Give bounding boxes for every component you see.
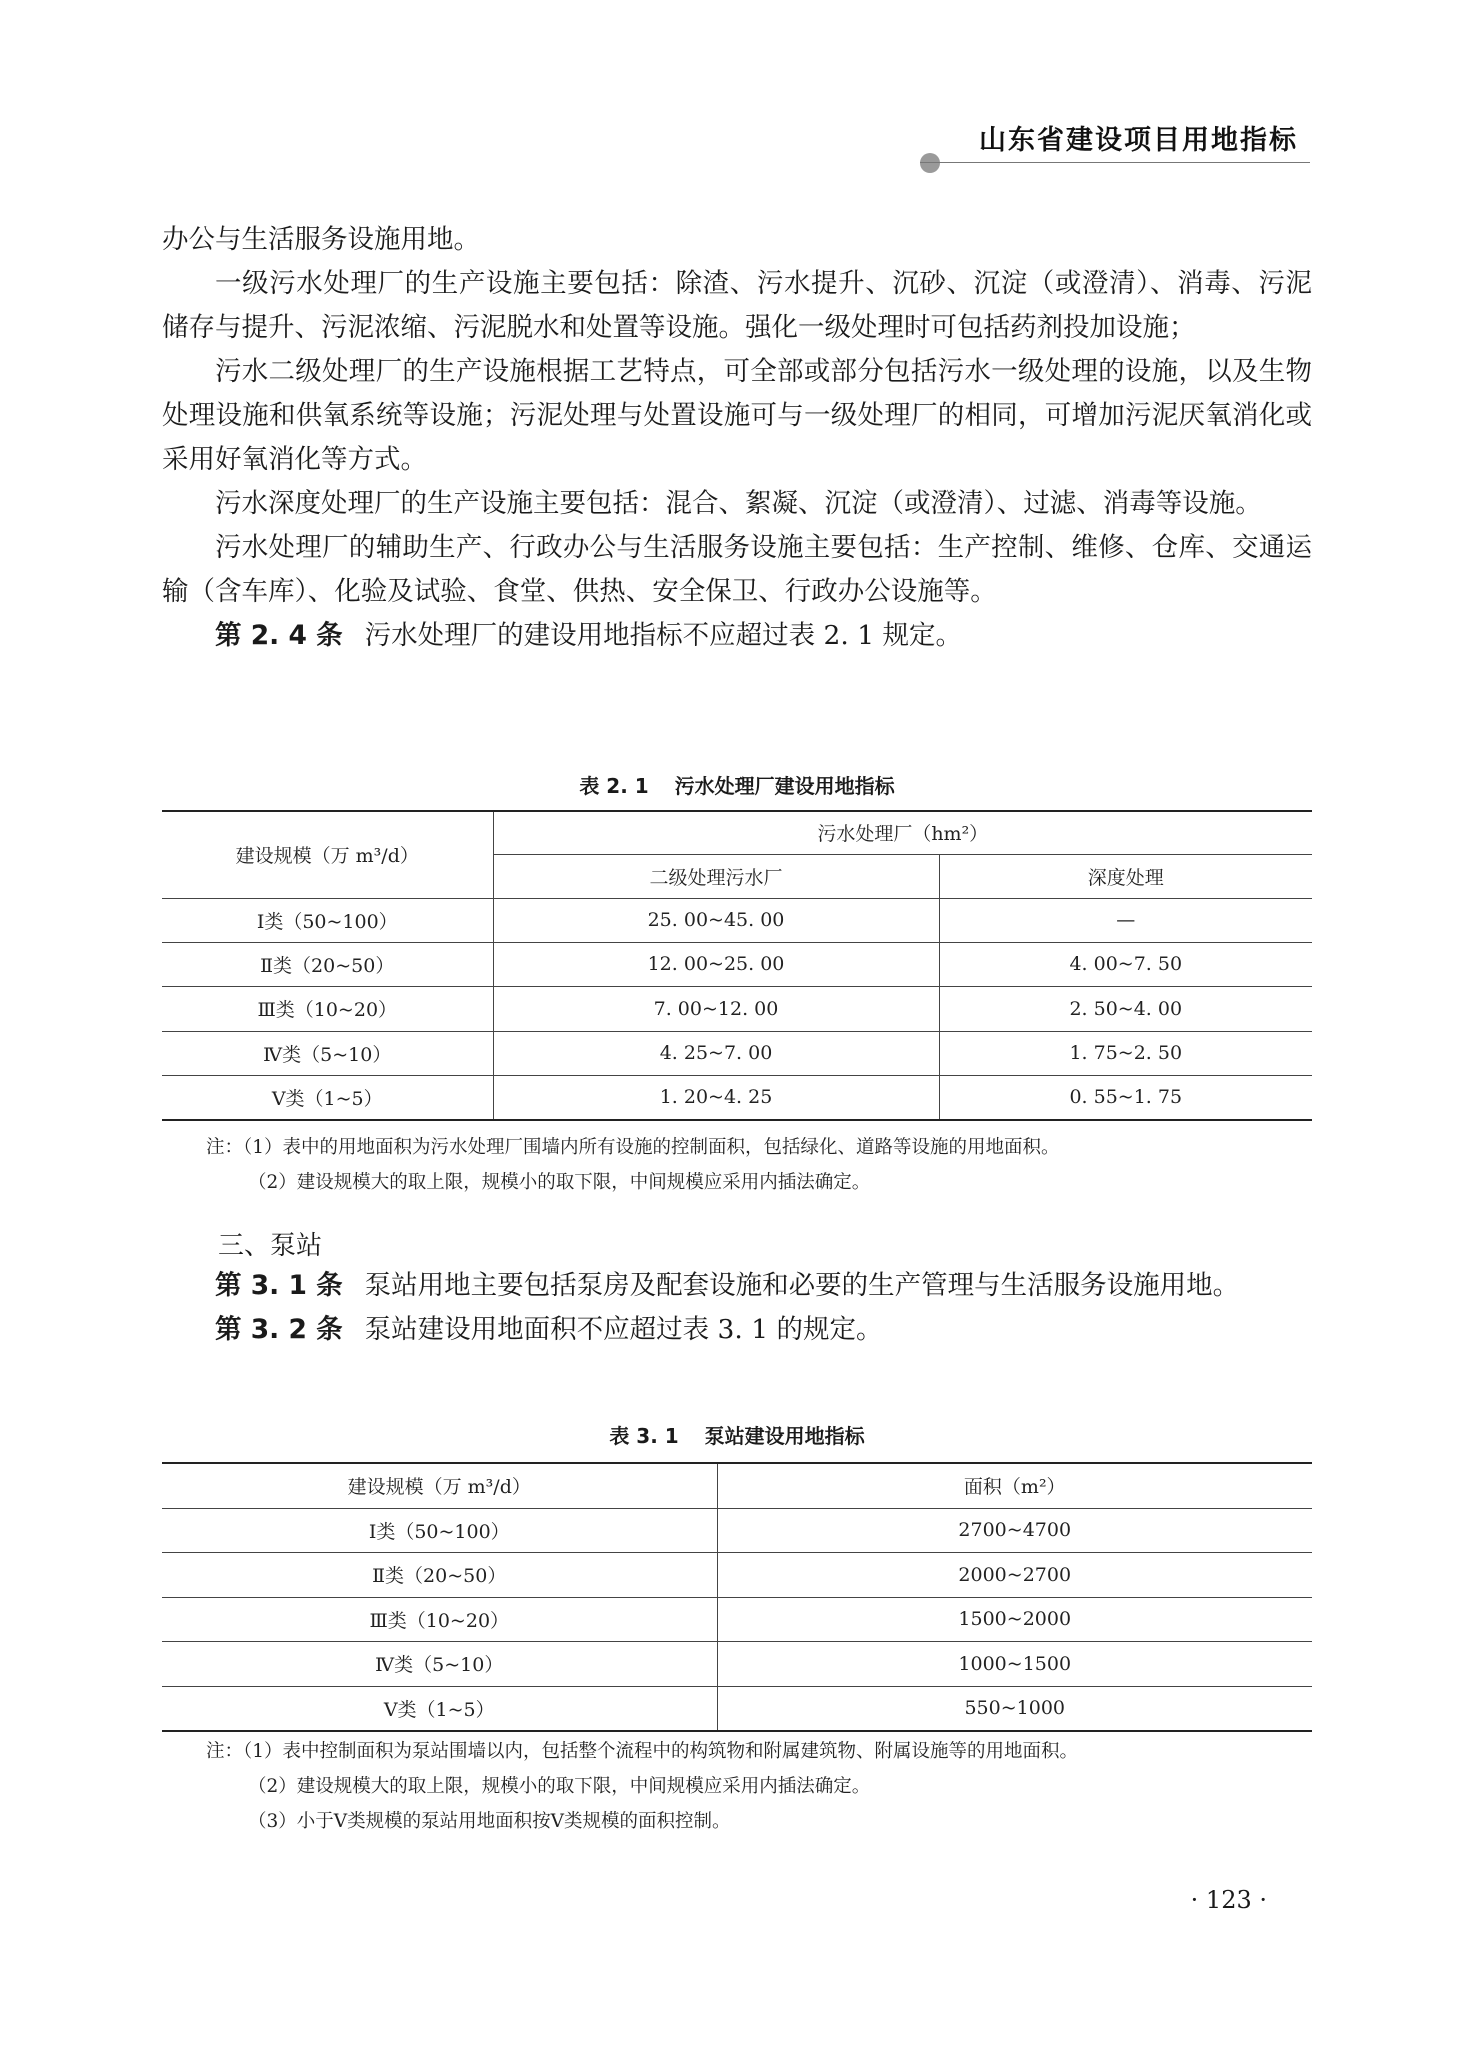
paragraph: 污水二级处理厂的生产设施根据工艺特点，可全部或部分包括污水一级处理的设施，以及生物处理设施和供氧系统等设施；污泥处理与处置设施可与一级处理厂的相同，可增加污泥厌氧消化或采用好氧消化等方式。 bbox=[162, 356, 1312, 475]
table-row bbox=[162, 942, 1312, 986]
table-cell: 1. 75~2. 50 bbox=[939, 1031, 1312, 1075]
table-cell: 1500~2000 bbox=[717, 1597, 1312, 1641]
table-title: 污水处理厂建设用地指标 bbox=[674, 774, 895, 798]
table-row bbox=[162, 1508, 1312, 1552]
body-text bbox=[162, 218, 1312, 658]
table-cell: 12. 00~25. 00 bbox=[493, 942, 939, 986]
table-2-1-notes bbox=[206, 1130, 1060, 1200]
paragraph: 污水深度处理厂的生产设施主要包括：混合、絮凝、沉淀（或澄清）、过滤、消毒等设施。 bbox=[215, 488, 1262, 519]
table-3-1 bbox=[162, 1462, 1312, 1732]
table-note: 注：（1）表中控制面积为泵站围墙以内，包括整个流程中的构筑物和附属建筑物、附属设施等的用地面积。 bbox=[206, 1741, 1079, 1762]
header-cell: 二级处理污水厂 bbox=[493, 854, 939, 898]
table-cell: 1. 20~4. 25 bbox=[493, 1075, 939, 1120]
table-cell: 1000~1500 bbox=[717, 1641, 1312, 1686]
table-3-1-caption bbox=[162, 1420, 1312, 1449]
clause-label: 第 3. 1 条 bbox=[215, 1270, 343, 1301]
table-row bbox=[162, 1075, 1312, 1120]
table-title: 泵站建设用地指标 bbox=[704, 1424, 865, 1448]
clause-text: 污水处理厂的建设用地指标不应超过表 2. 1 规定。 bbox=[364, 620, 963, 651]
table-cell: Ⅲ类（10~20） bbox=[162, 986, 493, 1031]
table-number: 表 2. 1 bbox=[579, 774, 649, 798]
running-header bbox=[920, 118, 1310, 168]
header-cell: 建设规模（万 m³/d） bbox=[162, 811, 493, 898]
header-dot-icon bbox=[920, 153, 940, 173]
table-cell: Ⅱ类（20~50） bbox=[162, 1552, 717, 1597]
table-header-row bbox=[162, 1463, 1312, 1508]
table-note: （2）建设规模大的取上限，规模小的取下限，中间规模应采用内插法确定。 bbox=[248, 1172, 871, 1193]
table-cell: 2000~2700 bbox=[717, 1552, 1312, 1597]
table-cell: 2700~4700 bbox=[717, 1508, 1312, 1552]
table-cell: Ⅳ类（5~10） bbox=[162, 1641, 717, 1686]
header-cell: 面积（m²） bbox=[717, 1463, 1312, 1508]
table-row bbox=[162, 898, 1312, 942]
table-2-1 bbox=[162, 810, 1312, 1121]
paragraph: 一级污水处理厂的生产设施主要包括：除渣、污水提升、沉砂、沉淀（或澄清）、消毒、污泥储存与提升、污泥浓缩、污泥脱水和处置等设施。强化一级处理时可包括药剂投加设施； bbox=[162, 268, 1312, 343]
header-cell: 深度处理 bbox=[939, 854, 1312, 898]
table-cell: Ⅰ类（50~100） bbox=[162, 898, 493, 942]
clause-3-1 bbox=[162, 1264, 1312, 1308]
table-header-row bbox=[162, 811, 1312, 854]
table-cell: Ⅴ类（1~5） bbox=[162, 1686, 717, 1731]
section-body bbox=[162, 1264, 1312, 1352]
table-2-1-caption bbox=[162, 770, 1312, 799]
table-note: （3）小于Ⅴ类规模的泵站用地面积按Ⅴ类规模的面积控制。 bbox=[248, 1811, 731, 1832]
table-cell: 25. 00~45. 00 bbox=[493, 898, 939, 942]
header-rule bbox=[920, 162, 1310, 163]
table-cell: Ⅱ类（20~50） bbox=[162, 942, 493, 986]
table-cell: Ⅲ类（10~20） bbox=[162, 1597, 717, 1641]
clause-3-2 bbox=[162, 1308, 1312, 1352]
table-cell: 4. 00~7. 50 bbox=[939, 942, 1312, 986]
table-row bbox=[162, 1686, 1312, 1731]
table-note: （2）建设规模大的取上限，规模小的取下限，中间规模应采用内插法确定。 bbox=[248, 1776, 871, 1797]
table-cell: 4. 25~7. 00 bbox=[493, 1031, 939, 1075]
table-row bbox=[162, 986, 1312, 1031]
clause-label: 第 3. 2 条 bbox=[215, 1314, 343, 1345]
table-cell: 7. 00~12. 00 bbox=[493, 986, 939, 1031]
table-row bbox=[162, 1597, 1312, 1641]
paragraph: 办公与生活服务设施用地。 bbox=[162, 224, 480, 255]
running-header-title: 山东省建设项目用地指标 bbox=[979, 125, 1298, 156]
table-note: 注：（1）表中的用地面积为污水处理厂围墙内所有设施的控制面积，包括绿化、道路等设施的用地面积。 bbox=[206, 1137, 1060, 1158]
section-heading: 三、泵站 bbox=[218, 1231, 323, 1261]
clause-text: 泵站建设用地面积不应超过表 3. 1 的规定。 bbox=[364, 1314, 883, 1345]
table-3-1-notes bbox=[206, 1734, 1078, 1839]
table-row bbox=[162, 1641, 1312, 1686]
clause-text: 泵站用地主要包括泵房及配套设施和必要的生产管理与生活服务设施用地。 bbox=[364, 1270, 1240, 1301]
table-cell: Ⅴ类（1~5） bbox=[162, 1075, 493, 1120]
table-number: 表 3. 1 bbox=[609, 1424, 679, 1448]
table-row bbox=[162, 1031, 1312, 1075]
table-cell: 0. 55~1. 75 bbox=[939, 1075, 1312, 1120]
page-number: · 123 · bbox=[1190, 1886, 1267, 1914]
table-cell: Ⅳ类（5~10） bbox=[162, 1031, 493, 1075]
header-cell: 建设规模（万 m³/d） bbox=[162, 1463, 717, 1508]
paragraph: 污水处理厂的辅助生产、行政办公与生活服务设施主要包括：生产控制、维修、仓库、交通运输（含车库）、化验及试验、食堂、供热、安全保卫、行政办公设施等。 bbox=[162, 532, 1312, 607]
table-cell: 2. 50~4. 00 bbox=[939, 986, 1312, 1031]
clause-2-4 bbox=[162, 614, 1312, 658]
table-cell: — bbox=[939, 898, 1312, 942]
table-cell: Ⅰ类（50~100） bbox=[162, 1508, 717, 1552]
clause-label: 第 2. 4 条 bbox=[215, 620, 343, 651]
table-cell: 550~1000 bbox=[717, 1686, 1312, 1731]
table-row bbox=[162, 1552, 1312, 1597]
header-cell: 污水处理厂（hm²） bbox=[493, 811, 1312, 854]
